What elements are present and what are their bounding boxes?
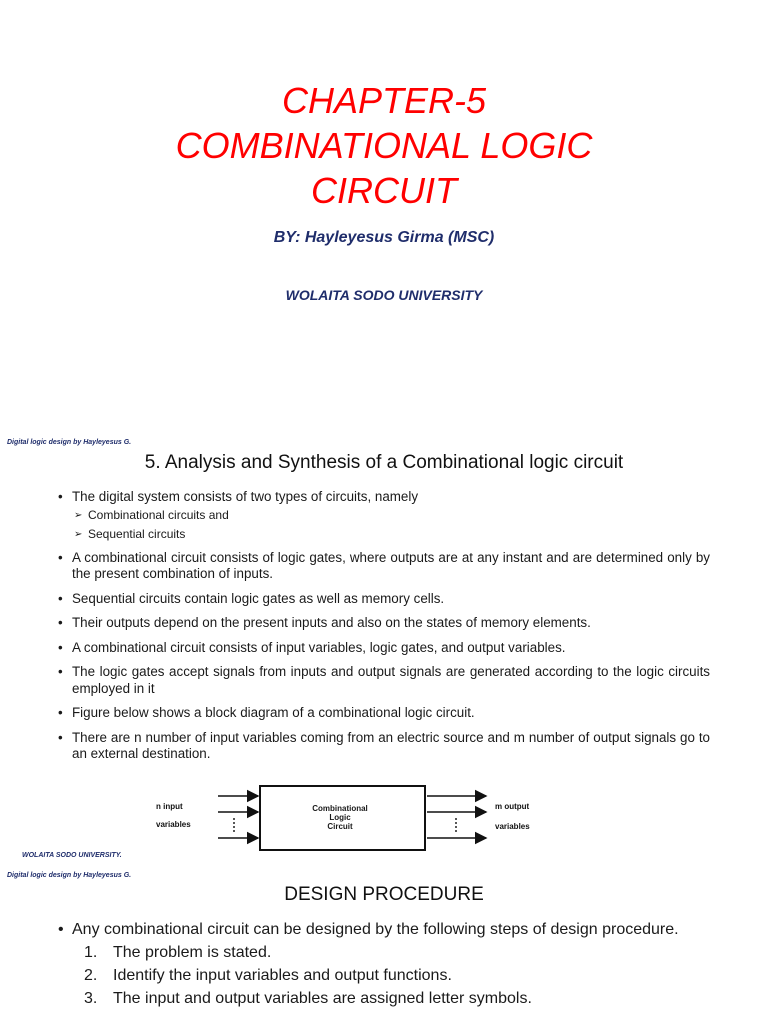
bullet-list (58, 489, 710, 771)
block-diagram (150, 782, 560, 854)
step-number: 3. (84, 990, 98, 1007)
procedure-list (58, 920, 698, 1008)
slide-title: DESIGN PROCEDURE (284, 884, 484, 905)
sub-bullet-item: ➢ Sequential circuits (58, 527, 710, 542)
bullet-item: • A combinational circuit consists of logic gates, where outputs are at any instant and are determined only by the present combination of inputs. (58, 550, 710, 583)
box-label-line: Combinational (312, 804, 368, 813)
bullet-item: • Sequential circuits contain logic gates as well as memory cells. (58, 591, 710, 608)
step-text: Identify the input variables and output functions. (113, 967, 452, 984)
analysis-slide (0, 432, 768, 862)
circuit-box-label (285, 804, 395, 831)
slide-footer-note: WOLAITA SODO UNIVERSITY. (22, 852, 122, 859)
author-line: BY: Hayleyesus Girma (MSC) (273, 229, 495, 246)
chapter-title (0, 78, 768, 213)
step-text: The problem is stated. (113, 944, 272, 961)
bullet-item: • Any combinational circuit can be designed by the following steps of design procedure. (58, 920, 698, 939)
step-number: 1. (84, 944, 98, 961)
output-label-top: m output (495, 802, 530, 811)
step-text: The input and output variables are assigned letter symbols. (113, 990, 532, 1007)
box-label-line: Logic (329, 813, 351, 822)
step-item (58, 966, 698, 985)
sub-bullet-item: ➢ Combinational circuits and (58, 508, 710, 523)
title-line-2: COMBINATIONAL LOGIC (175, 125, 593, 166)
input-label-bottom: variables (156, 820, 191, 829)
slide-title: 5. Analysis and Synthesis of a Combinational logic circuit (144, 452, 624, 473)
output-label-bottom: variables (495, 822, 530, 831)
input-label-top: n input (156, 802, 183, 811)
bullet-item: • There are n number of input variables coming from an electric source and m number of output signals go to an external destination. (58, 730, 710, 763)
box-label-line: Circuit (327, 822, 353, 831)
title-line-3: CIRCUIT (311, 170, 457, 211)
step-number: 2. (84, 967, 98, 984)
slide-header-note: Digital logic design by Hayleyesus G. (7, 872, 132, 879)
bullet-item: • Their outputs depend on the present inputs and also on the states of memory elements. (58, 615, 710, 632)
bullet-item: • The digital system consists of two types of circuits, namely (58, 489, 710, 506)
title-line-1: CHAPTER-5 (281, 80, 487, 121)
bullet-item: • Figure below shows a block diagram of a combinational logic circuit. (58, 705, 710, 722)
university-line: WOLAITA SODO UNIVERSITY (285, 287, 483, 303)
bullet-item: • A combinational circuit consists of input variables, logic gates, and output variables. (58, 640, 710, 657)
step-item (58, 989, 698, 1008)
step-item (58, 943, 698, 962)
title-slide (0, 0, 768, 432)
design-procedure-slide (0, 862, 768, 1024)
bullet-item: • The logic gates accept signals from inputs and output signals are generated according to the logic circuits employed in it (58, 664, 710, 697)
slide-header-note: Digital logic design by Hayleyesus G. (7, 439, 132, 446)
